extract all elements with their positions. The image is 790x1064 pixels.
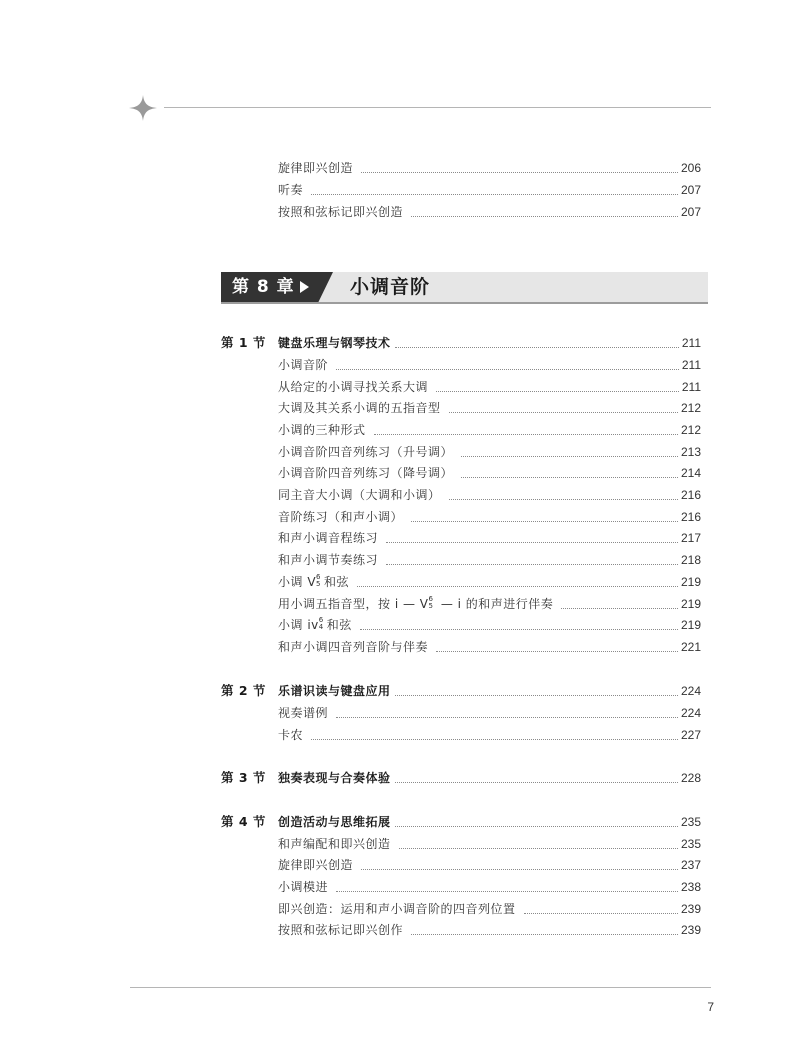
figure-top: 6 (316, 573, 321, 581)
toc-entry[interactable] (278, 834, 701, 854)
toc-entry-page: 216 (680, 510, 701, 524)
title-text: 和弦 (326, 618, 352, 632)
toc-entry[interactable] (278, 550, 701, 570)
section-page: 228 (680, 771, 701, 785)
toc-entry-page: 213 (680, 445, 701, 459)
dot-leader (524, 913, 678, 914)
toc-entry-page: 212 (680, 401, 701, 415)
toc-entry-title: 小调模进 (278, 880, 329, 894)
toc-entry-title: 小调音阶四音列练习（降号调） (278, 466, 454, 480)
section-title: 独奏表现与合奏体验 (278, 771, 391, 785)
toc-entry-title: 听奏 (278, 183, 304, 197)
title-text: 小调 V (278, 575, 317, 589)
dot-leader (386, 564, 678, 565)
toc-entry-title: 音阶练习（和声小调） (278, 510, 404, 524)
chapter-title: 小调音阶 (350, 276, 431, 298)
dot-leader (461, 477, 678, 478)
section-entry[interactable] (278, 812, 701, 832)
dot-leader (361, 172, 678, 173)
toc-entry-title: 视奏谱例 (278, 706, 329, 720)
dot-leader (336, 717, 678, 718)
dot-leader (395, 782, 678, 783)
toc-entry-page: 211 (681, 358, 701, 372)
section-entry[interactable] (278, 768, 701, 788)
title-text: — i 的和声进行伴奏 (436, 597, 554, 611)
figure-bottom: 4 (318, 623, 324, 631)
section-label: 第 3 节 (221, 770, 266, 785)
toc-entry-page: 237 (680, 858, 701, 872)
dot-leader (411, 521, 678, 522)
chord-figure (316, 572, 324, 592)
toc-entry-page: 238 (680, 880, 701, 894)
toc-entry-page: 211 (681, 380, 701, 394)
toc-entry[interactable] (278, 920, 701, 940)
play-arrow-icon (300, 281, 309, 293)
toc-entry-page: 219 (680, 575, 701, 589)
chapter-label: 第 8 章 (232, 277, 295, 297)
toc-entry-page: 224 (680, 706, 701, 720)
toc-entry[interactable] (278, 158, 701, 178)
chord-figure (319, 615, 327, 635)
toc-entry[interactable] (278, 703, 701, 723)
toc-entry[interactable] (278, 899, 701, 919)
sparkle-icon (128, 94, 158, 122)
dot-leader (411, 934, 678, 935)
toc-entry-title: 小调音阶 (278, 358, 329, 372)
toc-entry[interactable] (278, 615, 701, 635)
toc-entry-title: 旋律即兴创造 (278, 161, 354, 175)
toc-entry-page: 219 (680, 618, 701, 632)
dot-leader (386, 542, 678, 543)
toc-entry-title: 和声小调四音列音阶与伴奏 (278, 640, 429, 654)
toc-entry-title (278, 594, 553, 614)
toc-entry-title: 和声小调节奏练习 (278, 553, 379, 567)
section-page: 224 (680, 684, 701, 698)
dot-leader (361, 869, 678, 870)
dot-leader (336, 891, 678, 892)
dot-leader (399, 848, 678, 849)
toc-entry[interactable] (278, 180, 701, 200)
toc-entry[interactable] (278, 420, 701, 440)
toc-entry-page: 227 (680, 728, 701, 742)
toc-entry[interactable] (278, 637, 701, 657)
header-rule (164, 107, 711, 108)
toc-entry-page: 218 (680, 553, 701, 567)
dot-leader (449, 412, 678, 413)
dot-leader (395, 695, 678, 696)
toc-entry[interactable] (278, 398, 701, 418)
toc-entry-title: 大调及其关系小调的五指音型 (278, 401, 441, 415)
toc-entry-page: 216 (680, 488, 701, 502)
toc-entry-page: 212 (680, 423, 701, 437)
section-label: 第 4 节 (221, 814, 266, 829)
section-page: 211 (681, 336, 701, 350)
toc-entry-title: 和声小调音程练习 (278, 531, 379, 545)
figure-top: 6 (428, 595, 434, 603)
toc-entry-title: 从给定的小调寻找关系大调 (278, 380, 429, 394)
toc-entry[interactable] (278, 594, 701, 614)
dot-leader (311, 194, 678, 195)
toc-entry[interactable] (278, 377, 701, 397)
dot-leader (311, 739, 678, 740)
section-title: 创造活动与思维拓展 (278, 815, 391, 829)
toc-entry[interactable] (278, 202, 701, 222)
toc-entry-title: 和声编配和即兴创造 (278, 837, 391, 851)
title-text: 用小调五指音型，按 i — V (278, 597, 429, 611)
dot-leader (360, 629, 678, 630)
toc-entry[interactable] (278, 528, 701, 548)
dot-leader (461, 456, 678, 457)
section-label: 第 1 节 (221, 335, 266, 350)
dot-leader (449, 499, 678, 500)
toc-entry-page: 207 (680, 205, 701, 219)
page-number: 7 (707, 1000, 714, 1014)
figure-bottom: 5 (316, 580, 321, 588)
toc-entry-title: 同主音大小调（大调和小调） (278, 488, 441, 502)
toc-entry-title: 小调音阶四音列练习（升号调） (278, 445, 454, 459)
toc-entry-page: 206 (680, 161, 701, 175)
toc-entry-page: 239 (680, 923, 701, 937)
dot-leader (395, 826, 678, 827)
figure-top: 6 (318, 616, 324, 624)
section-title: 乐谱识读与键盘应用 (278, 684, 391, 698)
toc-entry-title: 小调的三种形式 (278, 423, 366, 437)
section-entry[interactable] (278, 681, 701, 701)
toc-entry-title (278, 615, 352, 635)
dot-leader (411, 216, 678, 217)
toc-entry[interactable] (278, 463, 701, 483)
title-text: 小调 iv (278, 618, 319, 632)
toc-entry[interactable] (278, 485, 701, 505)
toc-entry[interactable] (278, 877, 701, 897)
toc-entry[interactable] (278, 507, 701, 527)
toc-entry-page: 219 (680, 597, 701, 611)
toc-entry[interactable] (278, 855, 701, 875)
dot-leader (357, 586, 678, 587)
dot-leader (374, 434, 678, 435)
toc-entry[interactable] (278, 442, 701, 462)
title-text: 和弦 (324, 575, 350, 589)
toc-entry-page: 221 (680, 640, 701, 654)
chord-figure (429, 594, 437, 614)
toc-entry-page: 217 (680, 531, 701, 545)
toc-entry-page: 235 (680, 837, 701, 851)
dot-leader (436, 391, 679, 392)
toc-entry[interactable] (278, 572, 701, 592)
toc-entry-page: 239 (680, 902, 701, 916)
dot-leader (395, 347, 679, 348)
toc-entry[interactable] (278, 725, 701, 745)
toc-entry-page: 207 (680, 183, 701, 197)
toc-entry-title: 按照和弦标记即兴创作 (278, 923, 404, 937)
section-entry[interactable] (278, 333, 701, 353)
figure-bottom: 5 (428, 602, 434, 610)
toc-entry-title: 旋律即兴创造 (278, 858, 354, 872)
toc-entry-title (278, 572, 349, 592)
dot-leader (436, 651, 678, 652)
section-page: 235 (680, 815, 701, 829)
section-title: 键盘乐理与钢琴技术 (278, 336, 391, 350)
toc-entry-title: 按照和弦标记即兴创造 (278, 205, 404, 219)
section-label: 第 2 节 (221, 683, 266, 698)
toc-entry-title: 卡农 (278, 728, 304, 742)
toc-entry-title: 即兴创造：运用和声小调音阶的四音列位置 (278, 902, 516, 916)
dot-leader (561, 608, 678, 609)
dot-leader (336, 369, 679, 370)
footer-rule (130, 987, 711, 988)
toc-entry[interactable] (278, 355, 701, 375)
toc-entry-page: 214 (680, 466, 701, 480)
